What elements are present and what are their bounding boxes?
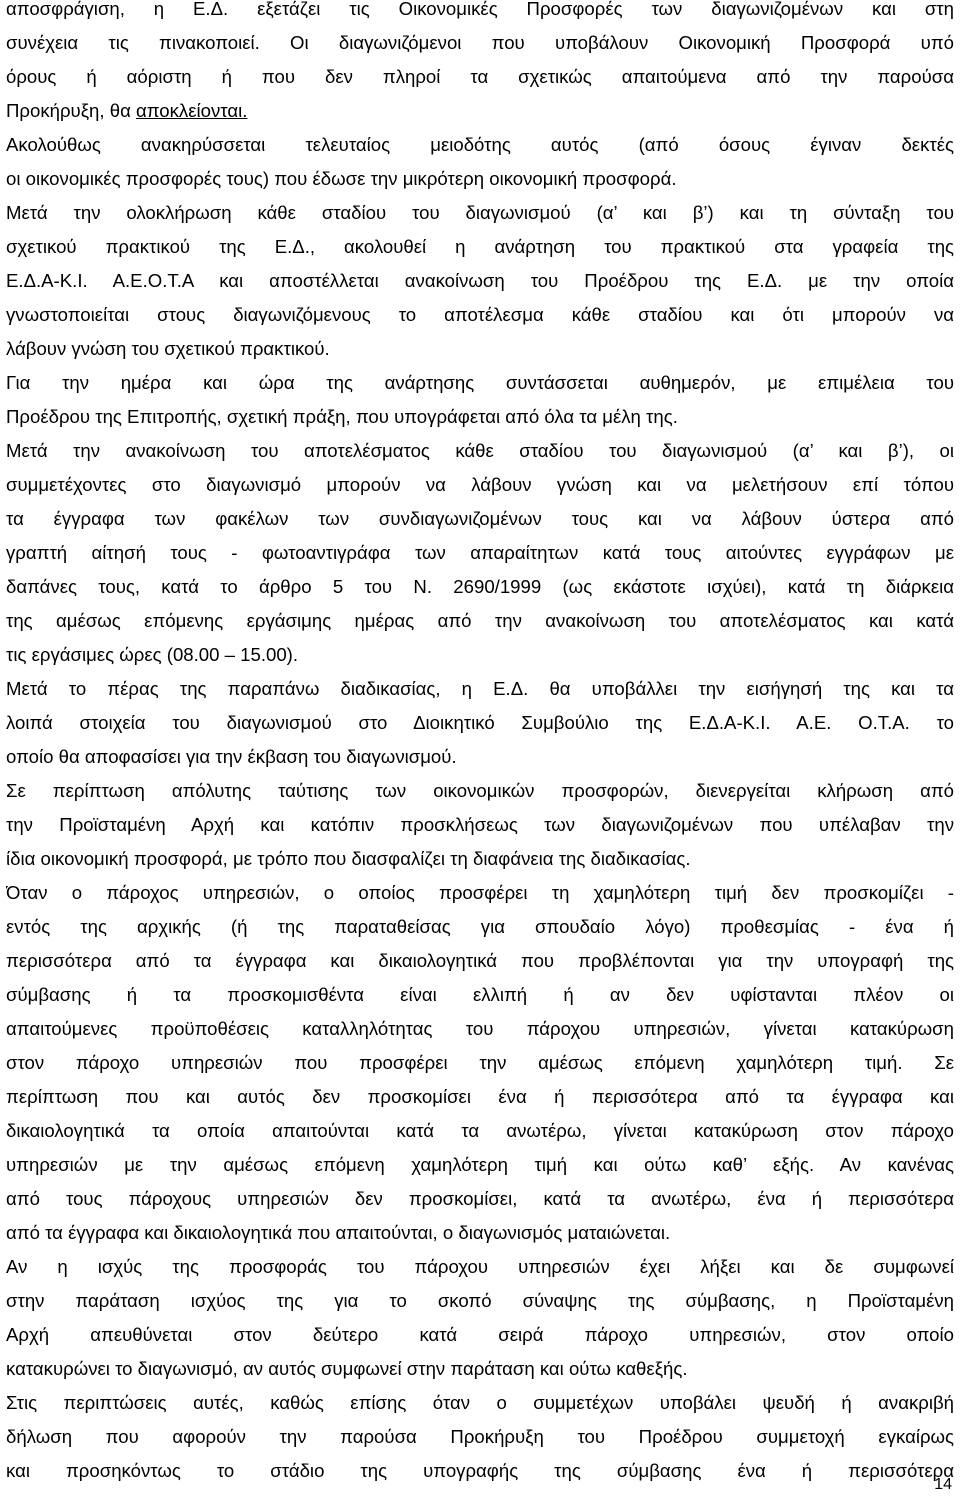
text-line: γραπτή αίτησή τους - φωτοαντιγράφα των απαραίτητων κατά τους αιτούντες εγγράφων με	[6, 542, 954, 563]
underlined-word: αποκλείονται.	[135, 100, 248, 121]
text-line: Σε περίπτωση απόλυτης ταύτισης των οικονομικών προσφορών, διενεργείται κλήρωση από	[6, 780, 954, 801]
text-line: οι οικονομικές προσφορές τους) που έδωσε την μικρότερη οικονομική προσφορά.	[6, 168, 677, 189]
text-line: Ε.Δ.Α-Κ.Ι. Α.Ε.Ο.Τ.Α και αποστέλλεται ανακοίνωση του Προέδρου της Ε.Δ. με την οποία	[6, 270, 954, 291]
text-line: τα έγγραφα των φακέλων των συνδιαγωνιζομένων τους και να λάβουν ύστερα από	[6, 508, 954, 529]
text-line: όρους ή αόριστη ή που δεν πληροί τα σχετικώς απαιτούμενα από την παρούσα	[6, 66, 954, 87]
text-line: δαπάνες τους, κατά το άρθρο 5 του Ν. 2690/1999 (ως εκάστοτε ισχύει), κατά τη διάρκεια	[6, 576, 954, 597]
text-line: της αμέσως επόμενης εργάσιμης ημέρας από την ανακοίνωση του αποτελέσματος και κατά	[6, 610, 954, 631]
text-line: περισσότερα από τα έγγραφα και δικαιολογητικά που προβλέπονται για την υπογραφή της	[6, 950, 954, 971]
text-line: και προσηκόντως το στάδιο της υπογραφής της σύμβασης ένα ή περισσότερα	[6, 1460, 954, 1481]
text-line: λάβουν γνώση του σχετικού πρακτικού.	[6, 338, 330, 359]
page-number: 14	[934, 1476, 952, 1493]
text-line: δήλωση που αφορούν την παρούσα Προκήρυξη του Προέδρου συμμετοχή εγκαίρως	[6, 1426, 954, 1447]
text-line: σχετικού πρακτικού της Ε.Δ., ακολουθεί η ανάρτηση του πρακτικού στα γραφεία της	[6, 236, 954, 257]
text-line: Ακολούθως ανακηρύσσεται τελευταίος μειοδότης αυτός (από όσους έγιναν δεκτές	[6, 134, 954, 155]
text-line: περίπτωση που και αυτός δεν προσκομίσει ένα ή περισσότερα από τα έγγραφα και	[6, 1086, 954, 1107]
text-line: αποσφράγιση, η Ε.Δ. εξετάζει τις Οικονομικές Προσφορές των διαγωνιζομένων και στη	[6, 0, 954, 19]
text-line: υπηρεσιών με την αμέσως επόμενη χαμηλότερη τιμή και ούτω καθ’ εξής. Αν κανένας	[6, 1154, 954, 1175]
text-line: τις εργάσιμες ώρες (08.00 – 15.00).	[6, 644, 299, 665]
text-line: λοιπά στοιχεία του διαγωνισμού στο Διοικητικό Συμβούλιο της Ε.Δ.Α-Κ.Ι. Α.Ε. Ο.Τ.Α. το	[6, 712, 954, 733]
text-line: Για την ημέρα και ώρα της ανάρτησης συντάσσεται αυθημερόν, με επιμέλεια του	[6, 372, 954, 393]
text-line: συμμετέχοντες στο διαγωνισμό μπορούν να λάβουν γνώση και να μελετήσουν επί τόπου	[6, 474, 954, 495]
text-line: στην παράταση ισχύος της για το σκοπό σύναψης της σύμβασης, η Προϊσταμένη	[6, 1290, 954, 1311]
text-line: σύμβασης ή τα προσκομισθέντα είναι ελλιπή ή αν δεν υφίστανται πλέον οι	[6, 984, 954, 1005]
text-line: Αν η ισχύς της προσφοράς του πάροχου υπηρεσιών έχει λήξει και δε συμφωνεί	[6, 1256, 954, 1277]
text-line: συνέχεια τις πινακοποιεί. Οι διαγωνιζόμενοι που υποβάλουν Οικονομική Προσφορά υπό	[6, 32, 954, 53]
text-line: από τα έγγραφα και δικαιολογητικά που απαιτούνται, ο διαγωνισμός ματαιώνεται.	[6, 1222, 671, 1243]
text-line: Μετά την ανακοίνωση του αποτελέσματος κάθε σταδίου του διαγωνισμού (α’ και β’), οι	[6, 440, 954, 461]
text-line: γνωστοποιείται στους διαγωνιζόμενους το αποτέλεσμα κάθε σταδίου και ότι μπορούν να	[6, 304, 954, 325]
text-line: δικαιολογητικά τα οποία απαιτούνται κατά τα ανωτέρω, γίνεται κατακύρωση στον πάροχο	[6, 1120, 954, 1141]
text-line: κατακυρώνει το διαγωνισμό, αν αυτός συμφωνεί στην παράταση και ούτω καθεξής.	[6, 1358, 688, 1379]
text-line: οποίο θα αποφασίσει για την έκβαση του διαγωνισμού.	[6, 746, 457, 767]
text-line: εντός της αρχικής (ή της παραταθείσας για σπουδαίο λόγο) προθεσμίας - ένα ή	[6, 916, 954, 937]
text-line: στον πάροχο υπηρεσιών που προσφέρει την αμέσως επόμενη χαμηλότερη τιμή. Σε	[6, 1052, 954, 1073]
text-line: απαιτούμενες προϋποθέσεις καταλληλότητας του πάροχου υπηρεσιών, γίνεται κατακύρωση	[6, 1018, 954, 1039]
text-line: Όταν ο πάροχος υπηρεσιών, ο οποίος προσφέρει τη χαμηλότερη τιμή δεν προσκομίζει -	[6, 882, 954, 903]
text-line: Προέδρου της Επιτροπής, σχετική πράξη, που υπογράφεται από όλα τα μέλη της.	[6, 406, 678, 427]
text-line: την Προϊσταμένη Αρχή και κατόπιν προσκλήσεως των διαγωνιζομένων που υπέλαβαν την	[6, 814, 954, 835]
text-line: από τους πάροχους υπηρεσιών δεν προσκομίσει, κατά τα ανωτέρω, ένα ή περισσότερα	[6, 1188, 954, 1209]
text-line: Στις περιπτώσεις αυτές, καθώς επίσης όταν ο συμμετέχων υποβάλει ψευδή ή ανακριβή	[6, 1392, 954, 1413]
text-line: ίδια οικονομική προσφορά, με τρόπο που διασφαλίζει τη διαφάνεια της διαδικασίας.	[6, 848, 691, 869]
text-line: Μετά την ολοκλήρωση κάθε σταδίου του διαγωνισμού (α’ και β’) και τη σύνταξη του	[6, 202, 954, 223]
text-line: Μετά το πέρας της παραπάνω διαδικασίας, η Ε.Δ. θα υποβάλλει την εισήγησή της και τα	[6, 678, 954, 699]
text-line	[6, 94, 954, 128]
text-line: Αρχή απευθύνεται στον δεύτερο κατά σειρά πάροχο υπηρεσιών, στον οποίο	[6, 1324, 954, 1345]
text-fragment: Προκήρυξη, θα	[6, 100, 136, 121]
